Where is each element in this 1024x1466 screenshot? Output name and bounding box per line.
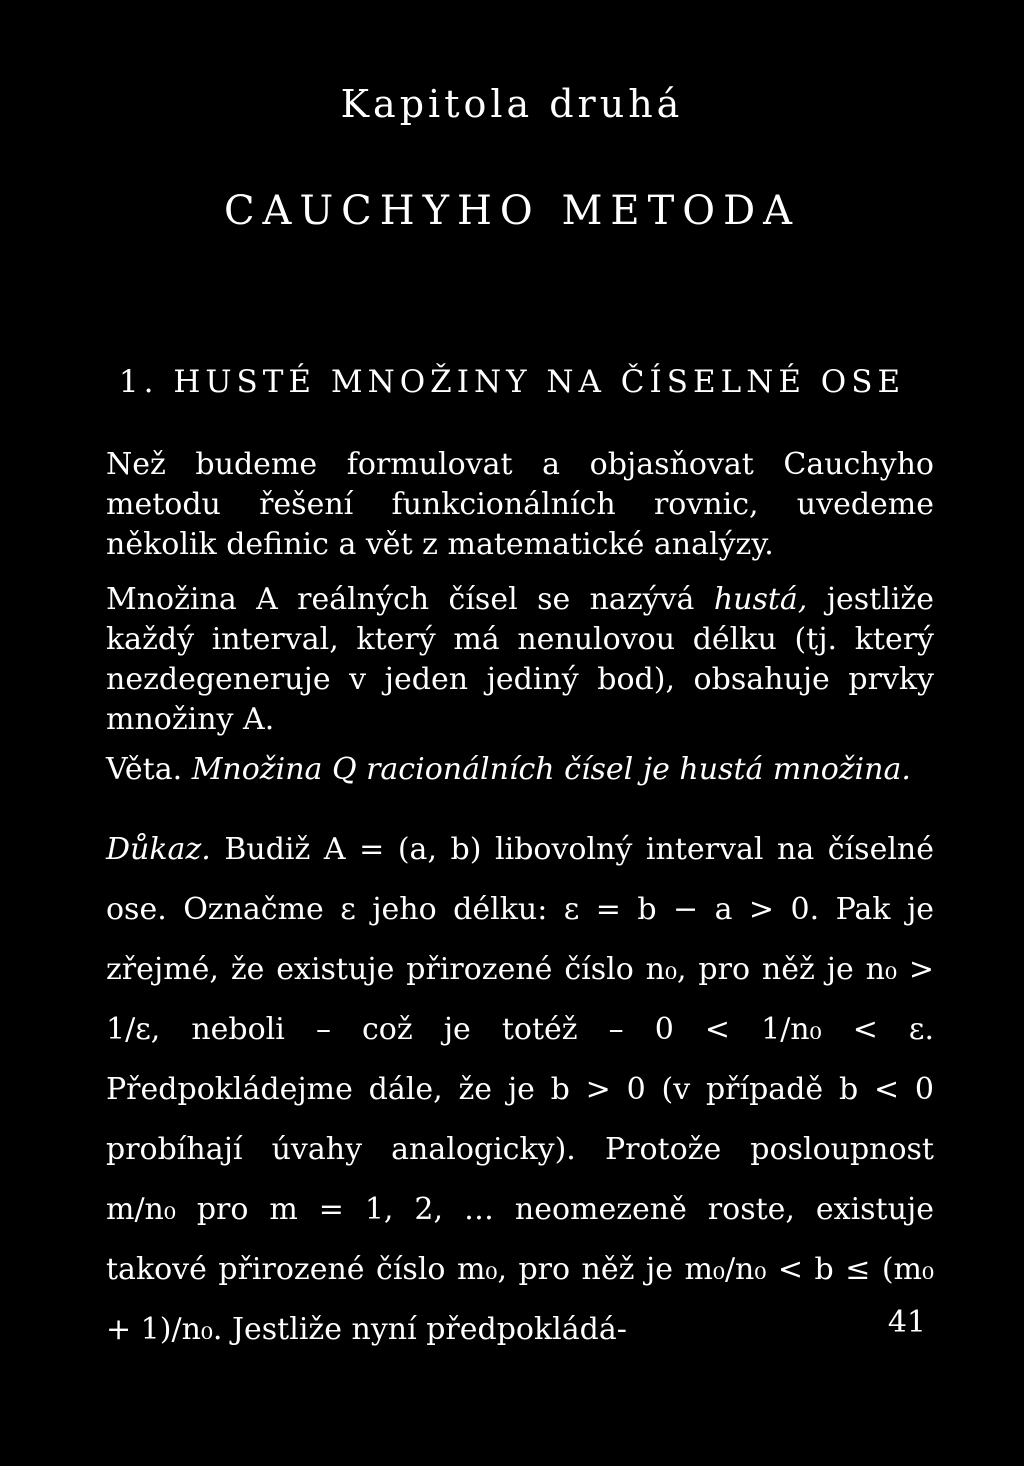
theorem-label: Věta.: [106, 752, 183, 787]
page-number: 41: [887, 1305, 926, 1340]
definition-paragraph: [106, 580, 934, 740]
chapter-title: CAUCHYHO METODA: [223, 188, 801, 234]
proof-label: Důkaz.: [106, 832, 211, 867]
theorem-paragraph: [106, 750, 934, 790]
section-heading: 1. HUSTÉ MNOŽINY NA ČÍSELNÉ OSE: [118, 364, 906, 400]
proof-paragraph: [106, 820, 934, 1360]
chapter-heading: Kapitola druhá: [340, 82, 684, 126]
defined-term: hustá,: [713, 582, 808, 617]
definition-text-start: Množina A reálných čísel se nazývá: [106, 582, 695, 617]
intro-paragraph: Než budeme formulovat a objasňovat Cauchyho metodu řešení funkcionálních rovnic, uvedeme několik definic a vět z matematické analýzy.: [106, 447, 934, 562]
definition-text-end: jestliže každý interval, který má nenulovou délku (tj. který nezdegeneruje v jeden jediný bod), obsahuje prvky množiny A.: [106, 582, 934, 737]
proof-text: Budiž A = (a, b) libovolný interval na číselné ose. Označme ε jeho délku: ε = b − a > 0. Pak je zřejmé, že existuje přirozené číslo n₀, pro něž je n₀ > 1/ε, neboli – což je totéž – 0 < 1/n₀ < ε. Předpokládejme dále, že je b > 0 (v případě b < 0 probíhají úvahy analogicky). Protože posloupnost m/n₀ pro m = 1, 2, … neomezeně roste, existuje takové přirozené číslo m₀, pro něž je m₀/n₀ < b ≤ (m₀ + 1)/n₀. Jestliže nyní předpokládá-: [106, 832, 934, 1347]
theorem-text: Množina Q racionálních čísel je hustá množina.: [191, 752, 911, 787]
